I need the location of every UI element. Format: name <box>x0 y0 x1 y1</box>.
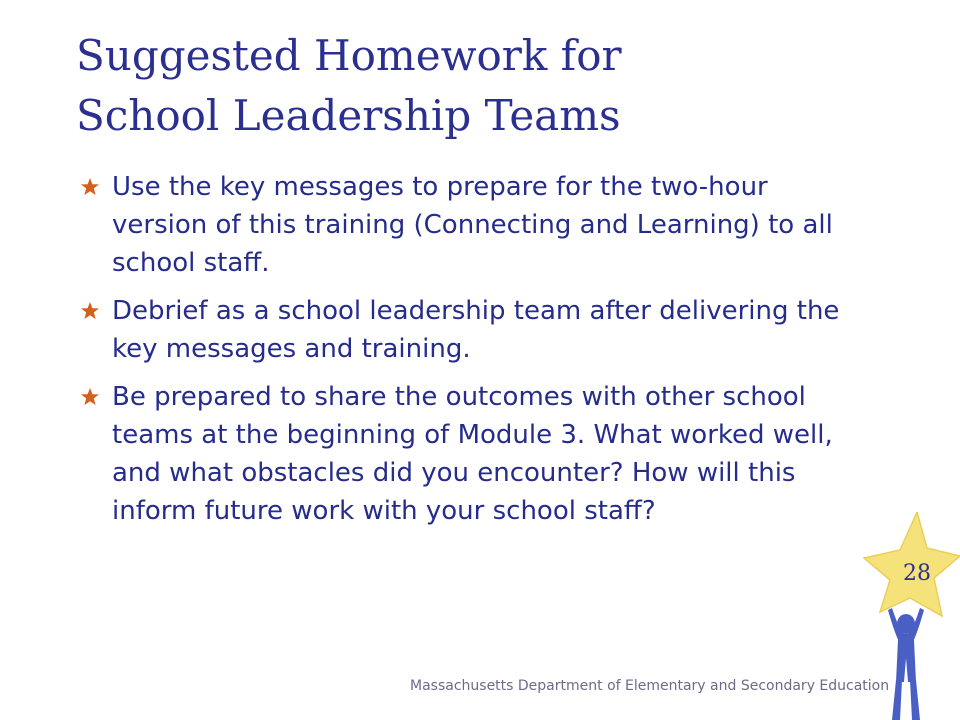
bullet-text: Use the key messages to prepare for the two-hour version of this training (Connecting and Learning) to all school staff. <box>112 172 833 278</box>
mascot-figure <box>888 608 924 720</box>
bullet-item <box>78 168 868 282</box>
page-number: 28 <box>903 561 931 586</box>
bullet-item <box>78 292 868 368</box>
slide-title-line-1: Suggested Homework for <box>76 31 622 80</box>
slide-title <box>76 26 876 146</box>
star-bullet-icon <box>78 292 102 330</box>
bullet-text: Debrief as a school leadership team after delivering the key messages and training. <box>112 296 840 364</box>
bullet-list <box>78 168 868 540</box>
star-bullet-icon <box>78 168 102 206</box>
bullet-item <box>78 378 868 530</box>
star-person-logo <box>850 512 960 720</box>
star-bullet-icon <box>78 378 102 416</box>
bullet-text: Be prepared to share the outcomes with other school teams at the beginning of Module 3. What worked well, and what obstacles did you encounter? How will this inform future work with your school staff? <box>112 382 833 526</box>
slide-title-line-2: School Leadership Teams <box>76 91 621 140</box>
footer-text: Massachusetts Department of Elementary and Secondary Education <box>410 678 890 694</box>
